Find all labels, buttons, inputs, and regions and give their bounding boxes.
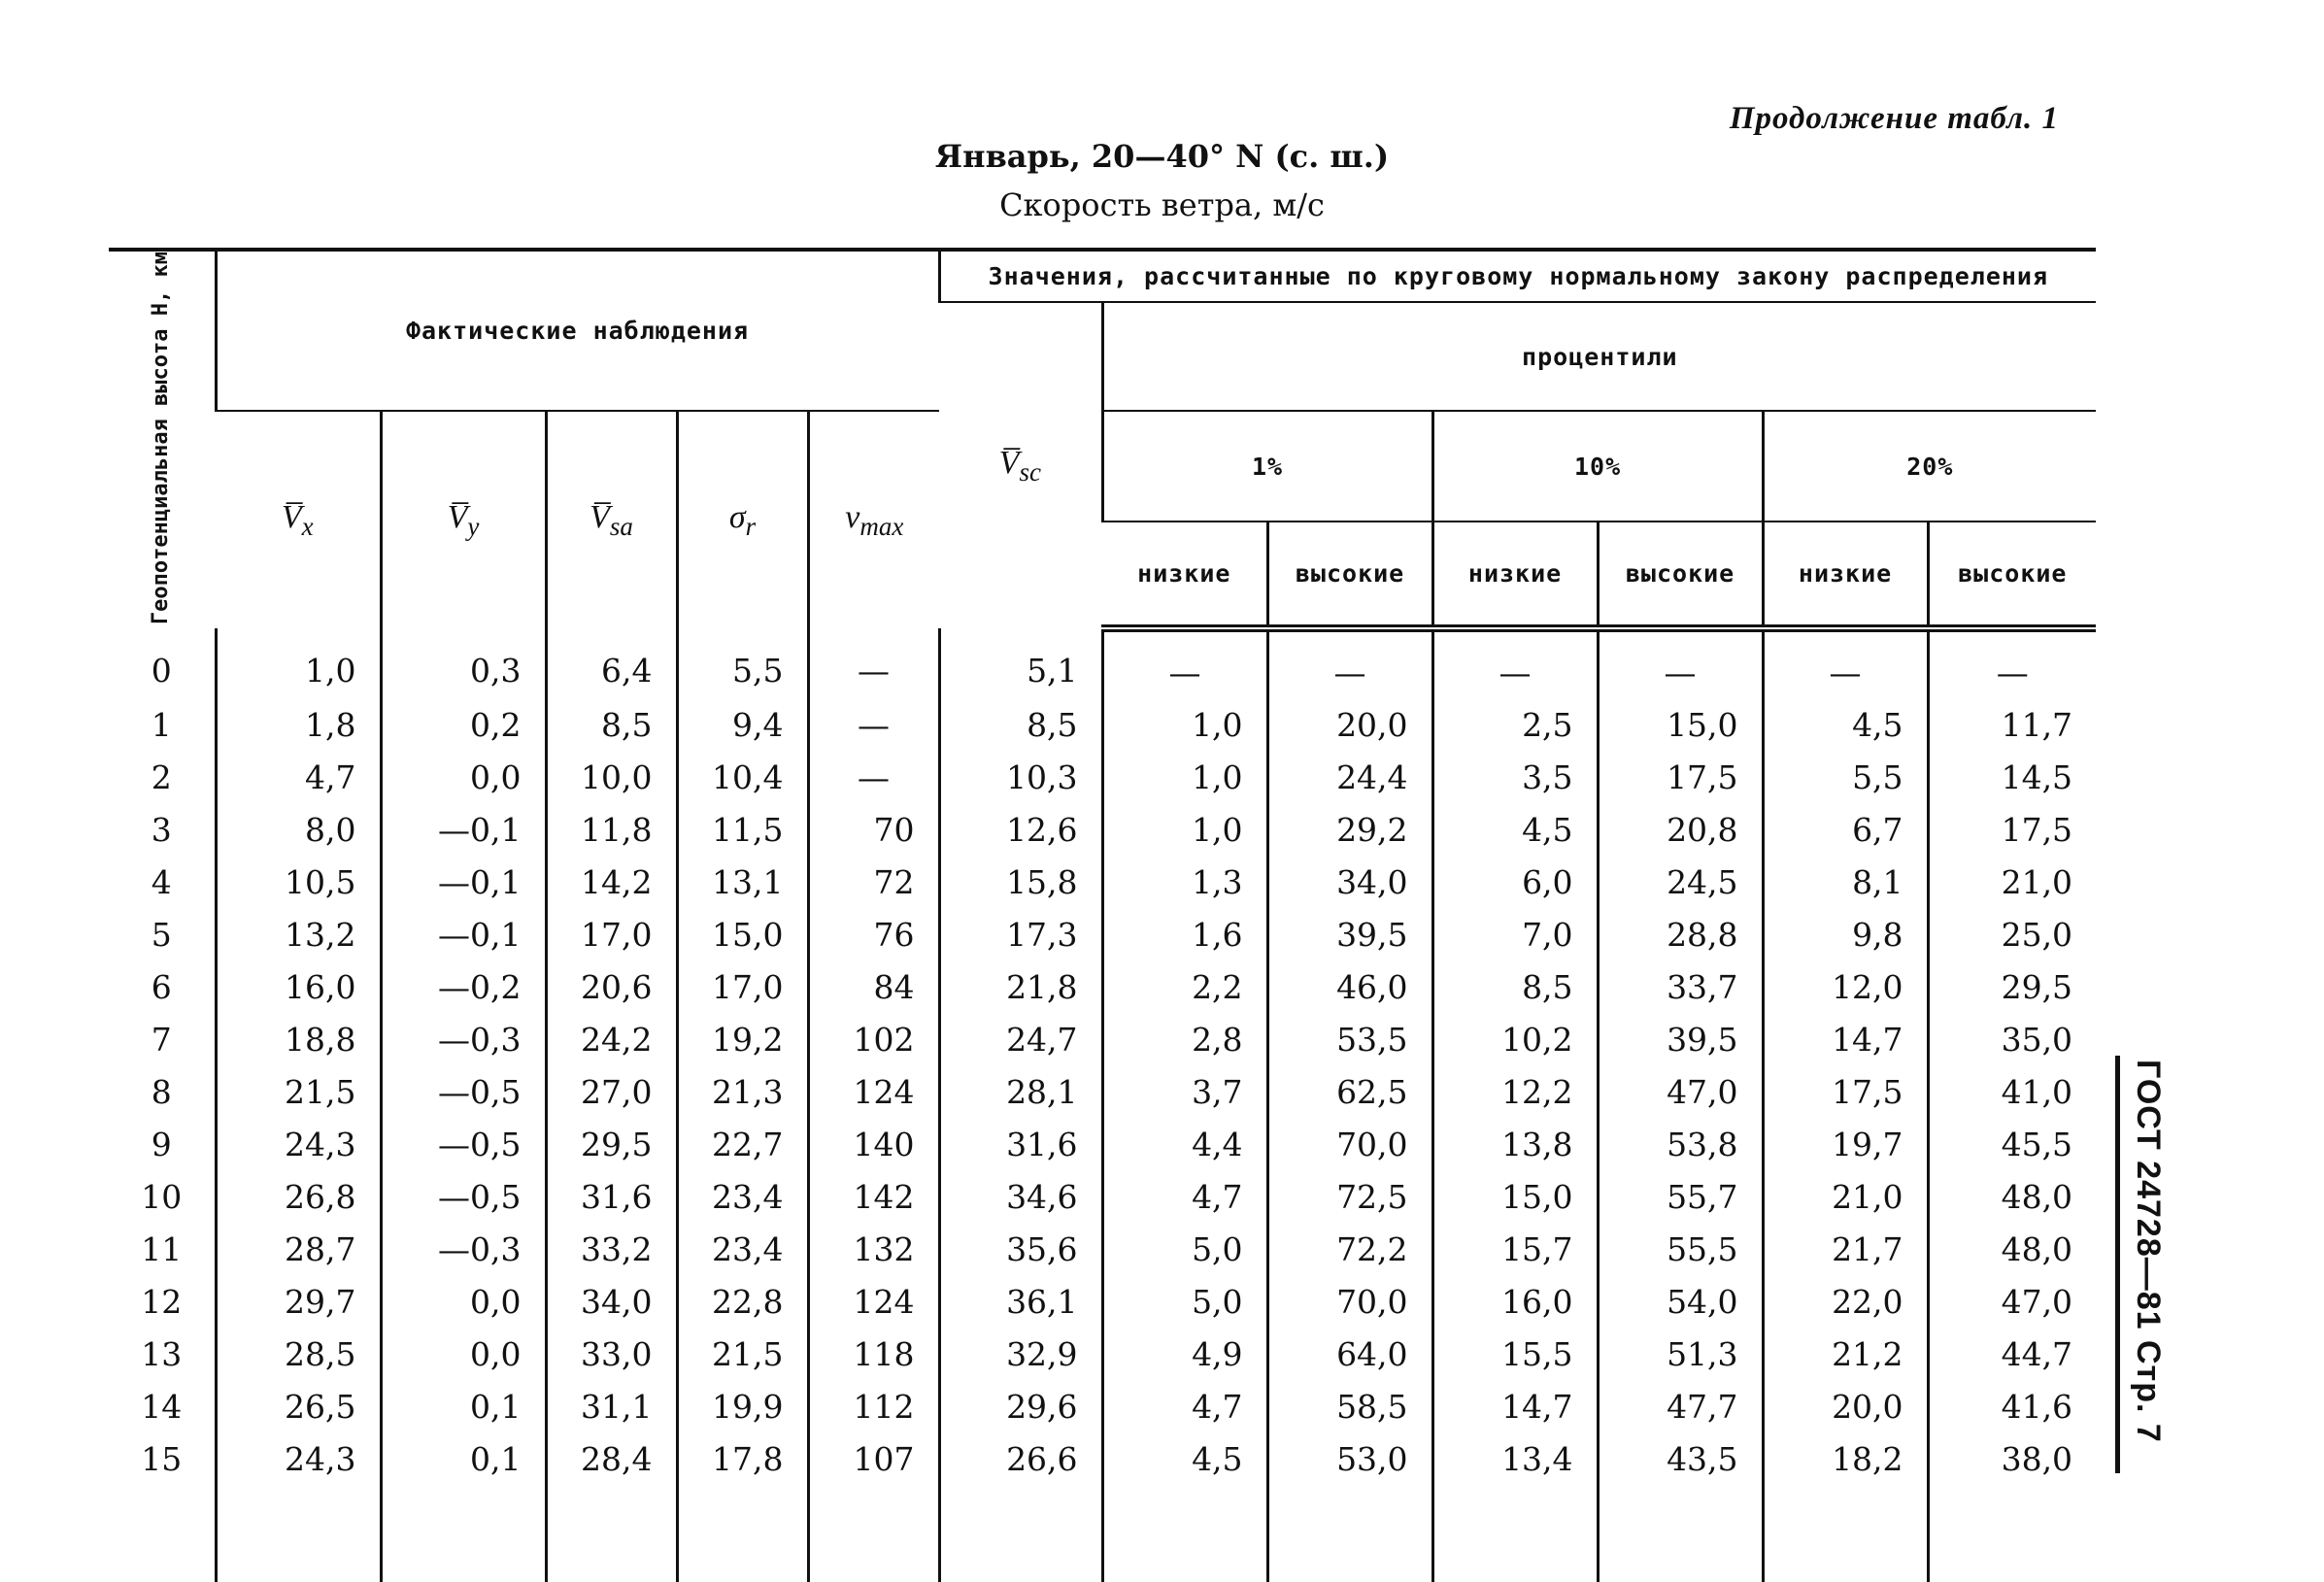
- value-cell: —: [1928, 628, 2096, 698]
- value-cell: 33,7: [1598, 960, 1763, 1013]
- value-cell: 76: [808, 908, 939, 960]
- value-cell: —0,3: [381, 1223, 546, 1275]
- value-cell: 12,0: [1763, 960, 1928, 1013]
- value-cell: 31,6: [546, 1170, 677, 1223]
- value-cell: 22,8: [677, 1275, 808, 1328]
- value-cell: 4,4: [1102, 1118, 1267, 1170]
- value-cell: 10,2: [1432, 1013, 1598, 1065]
- value-cell: 19,7: [1763, 1118, 1928, 1170]
- value-cell: 102: [808, 1013, 939, 1065]
- value-cell: 11,5: [677, 803, 808, 856]
- sigma-header: $\sigma_r$: [677, 411, 808, 628]
- value-cell: 29,2: [1267, 803, 1432, 856]
- vsa-header: $V̅_{sa}$: [546, 411, 677, 628]
- empty-cell: [1928, 1485, 2096, 1582]
- wind-speed-table: [109, 248, 2096, 1582]
- value-cell: 53,8: [1598, 1118, 1763, 1170]
- value-cell: 43,5: [1598, 1432, 1763, 1485]
- height-cell: 13: [141, 1334, 183, 1373]
- value-cell: 39,5: [1267, 908, 1432, 960]
- empty-cell: [808, 1485, 939, 1582]
- calculated-group-header: Значения, рассчитанные по круговому нормальному закону распределения: [939, 250, 2096, 302]
- value-cell: 14,7: [1432, 1380, 1598, 1432]
- table-row: [109, 1118, 2096, 1170]
- table-row: [109, 1065, 2096, 1118]
- vmax-header: $v_{max}$: [808, 411, 939, 628]
- observations-group-header: Фактические наблюдения: [216, 250, 939, 411]
- value-cell: 13,2: [216, 908, 381, 960]
- value-cell: 142: [808, 1170, 939, 1223]
- value-cell: 45,5: [1928, 1118, 2096, 1170]
- continuation-note: Продолжение табл. 1: [1729, 101, 2059, 136]
- value-cell: 28,1: [939, 1065, 1102, 1118]
- value-cell: 13,8: [1432, 1118, 1598, 1170]
- value-cell: 28,5: [216, 1328, 381, 1380]
- p20-high-header: высокие: [1928, 522, 2096, 628]
- value-cell: 5,5: [677, 628, 808, 698]
- value-cell: 26,8: [216, 1170, 381, 1223]
- empty-cell: [381, 1485, 546, 1582]
- value-cell: —0,5: [381, 1170, 546, 1223]
- value-cell: 6,4: [546, 628, 677, 698]
- value-cell: 48,0: [1928, 1170, 2096, 1223]
- value-cell: 1,8: [216, 698, 381, 751]
- empty-cell: [216, 1485, 381, 1582]
- value-cell: 47,0: [1598, 1065, 1763, 1118]
- table-row: [109, 628, 2096, 698]
- value-cell: 28,7: [216, 1223, 381, 1275]
- value-cell: 25,0: [1928, 908, 2096, 960]
- value-cell: 140: [808, 1118, 939, 1170]
- vx-header: $V̅_x$: [281, 498, 314, 541]
- value-cell: 5,0: [1102, 1223, 1267, 1275]
- value-cell: 28,4: [546, 1432, 677, 1485]
- value-cell: 17,3: [939, 908, 1102, 960]
- value-cell: 72: [808, 856, 939, 908]
- height-cell: 1: [151, 705, 172, 744]
- height-cell: 14: [141, 1387, 183, 1426]
- value-cell: 34,0: [1267, 856, 1432, 908]
- height-cell: 11: [141, 1229, 183, 1268]
- height-cell: 12: [141, 1282, 183, 1321]
- value-cell: 17,5: [1928, 803, 2096, 856]
- value-cell: 70: [808, 803, 939, 856]
- table-row: [109, 908, 2096, 960]
- p1-high-header: высокие: [1267, 522, 1432, 628]
- value-cell: 33,2: [546, 1223, 677, 1275]
- value-cell: 26,5: [216, 1380, 381, 1432]
- value-cell: 6,7: [1763, 803, 1928, 856]
- side-label-block: [2115, 1056, 2175, 1473]
- value-cell: 21,5: [216, 1065, 381, 1118]
- value-cell: 5,5: [1763, 751, 1928, 803]
- value-cell: 0,0: [381, 1275, 546, 1328]
- empty-cell: [939, 1485, 1102, 1582]
- value-cell: 24,5: [1598, 856, 1763, 908]
- value-cell: 17,5: [1598, 751, 1763, 803]
- value-cell: 24,3: [216, 1432, 381, 1485]
- value-cell: 21,3: [677, 1065, 808, 1118]
- value-cell: —: [1432, 628, 1598, 698]
- value-cell: 4,5: [1102, 1432, 1267, 1485]
- value-cell: 72,2: [1267, 1223, 1432, 1275]
- value-cell: 84: [808, 960, 939, 1013]
- table-subtitle: Скорость ветра, м/с: [999, 186, 1325, 223]
- percentile-10-header: 10%: [1432, 411, 1763, 522]
- value-cell: 24,3: [216, 1118, 381, 1170]
- value-cell: 20,6: [546, 960, 677, 1013]
- value-cell: —: [1102, 628, 1267, 698]
- value-cell: 28,8: [1598, 908, 1763, 960]
- value-cell: 18,8: [216, 1013, 381, 1065]
- value-cell: 5,1: [939, 628, 1102, 698]
- value-cell: 22,0: [1763, 1275, 1928, 1328]
- value-cell: 15,8: [939, 856, 1102, 908]
- value-cell: 35,6: [939, 1223, 1102, 1275]
- value-cell: 2,8: [1102, 1013, 1267, 1065]
- value-cell: 47,0: [1928, 1275, 2096, 1328]
- value-cell: 19,2: [677, 1013, 808, 1065]
- value-cell: 14,5: [1928, 751, 2096, 803]
- value-cell: —0,5: [381, 1118, 546, 1170]
- value-cell: 1,0: [1102, 751, 1267, 803]
- table-row: [109, 960, 2096, 1013]
- table-row: [109, 1170, 2096, 1223]
- value-cell: 20,0: [1267, 698, 1432, 751]
- value-cell: 15,7: [1432, 1223, 1598, 1275]
- value-cell: 2,2: [1102, 960, 1267, 1013]
- value-cell: 64,0: [1267, 1328, 1432, 1380]
- value-cell: 17,8: [677, 1432, 808, 1485]
- value-cell: 12,6: [939, 803, 1102, 856]
- value-cell: 124: [808, 1065, 939, 1118]
- value-cell: 17,0: [677, 960, 808, 1013]
- value-cell: 4,9: [1102, 1328, 1267, 1380]
- value-cell: 58,5: [1267, 1380, 1432, 1432]
- value-cell: 10,3: [939, 751, 1102, 803]
- value-cell: 33,0: [546, 1328, 677, 1380]
- value-cell: 0,0: [381, 751, 546, 803]
- height-cell: 5: [151, 915, 172, 954]
- value-cell: 51,3: [1598, 1328, 1763, 1380]
- value-cell: 10,4: [677, 751, 808, 803]
- height-cell: 6: [151, 967, 172, 1006]
- empty-cell: [109, 1485, 216, 1582]
- value-cell: 13,1: [677, 856, 808, 908]
- empty-cell: [1763, 1485, 1928, 1582]
- value-cell: 38,0: [1928, 1432, 2096, 1485]
- percentile-1-header: 1%: [1102, 411, 1432, 522]
- value-cell: —0,1: [381, 856, 546, 908]
- value-cell: 34,6: [939, 1170, 1102, 1223]
- value-cell: 19,9: [677, 1380, 808, 1432]
- value-cell: 11,8: [546, 803, 677, 856]
- table-row: [109, 856, 2096, 908]
- value-cell: 0,2: [381, 698, 546, 751]
- value-cell: 17,5: [1763, 1065, 1928, 1118]
- value-cell: 8,5: [1432, 960, 1598, 1013]
- value-cell: 4,7: [216, 751, 381, 803]
- value-cell: 10,5: [216, 856, 381, 908]
- value-cell: 15,5: [1432, 1328, 1598, 1380]
- value-cell: —: [1267, 628, 1432, 698]
- value-cell: 70,0: [1267, 1118, 1432, 1170]
- value-cell: 16,0: [216, 960, 381, 1013]
- value-cell: 48,0: [1928, 1223, 2096, 1275]
- value-cell: 13,4: [1432, 1432, 1598, 1485]
- value-cell: 44,7: [1928, 1328, 2096, 1380]
- height-column-header: Геопотенциальная высота H, км: [109, 250, 216, 628]
- value-cell: 72,5: [1267, 1170, 1432, 1223]
- value-cell: 55,7: [1598, 1170, 1763, 1223]
- table-row: [109, 1223, 2096, 1275]
- value-cell: 16,0: [1432, 1275, 1598, 1328]
- value-cell: 14,7: [1763, 1013, 1928, 1065]
- value-cell: 107: [808, 1432, 939, 1485]
- height-cell: 9: [151, 1125, 172, 1163]
- value-cell: 11,7: [1928, 698, 2096, 751]
- value-cell: —0,3: [381, 1013, 546, 1065]
- table-row: [109, 698, 2096, 751]
- value-cell: 3,5: [1432, 751, 1598, 803]
- table-row: [109, 1432, 2096, 1485]
- value-cell: 8,1: [1763, 856, 1928, 908]
- value-cell: 23,4: [677, 1223, 808, 1275]
- value-cell: 31,6: [939, 1118, 1102, 1170]
- value-cell: —: [1598, 628, 1763, 698]
- height-cell: 15: [141, 1439, 183, 1478]
- table-row: [109, 1013, 2096, 1065]
- value-cell: 29,7: [216, 1275, 381, 1328]
- value-cell: 0,1: [381, 1432, 546, 1485]
- value-cell: 1,6: [1102, 908, 1267, 960]
- value-cell: 24,4: [1267, 751, 1432, 803]
- value-cell: 54,0: [1598, 1275, 1763, 1328]
- value-cell: 15,0: [677, 908, 808, 960]
- value-cell: 8,0: [216, 803, 381, 856]
- value-cell: 8,5: [939, 698, 1102, 751]
- value-cell: 1,0: [1102, 803, 1267, 856]
- empty-cell: [677, 1485, 808, 1582]
- value-cell: 21,0: [1928, 856, 2096, 908]
- value-cell: 21,2: [1763, 1328, 1928, 1380]
- value-cell: —: [808, 628, 939, 698]
- value-cell: 20,8: [1598, 803, 1763, 856]
- value-cell: 18,2: [1763, 1432, 1928, 1485]
- value-cell: 4,7: [1102, 1380, 1267, 1432]
- value-cell: 46,0: [1267, 960, 1432, 1013]
- value-cell: 39,5: [1598, 1013, 1763, 1065]
- value-cell: 1,3: [1102, 856, 1267, 908]
- side-label: ГОСТ 24728—81 Стр. 7: [2130, 1060, 2167, 1443]
- table-row: [109, 1328, 2096, 1380]
- height-cell: 8: [151, 1072, 172, 1111]
- height-cell: 2: [151, 757, 172, 796]
- value-cell: 15,0: [1598, 698, 1763, 751]
- value-cell: 0,0: [381, 1328, 546, 1380]
- value-cell: 118: [808, 1328, 939, 1380]
- value-cell: 5,0: [1102, 1275, 1267, 1328]
- value-cell: 124: [808, 1275, 939, 1328]
- value-cell: 62,5: [1267, 1065, 1432, 1118]
- p10-low-header: низкие: [1432, 522, 1598, 628]
- value-cell: —: [1763, 628, 1928, 698]
- vy-header: $V̅_y$: [381, 411, 546, 628]
- height-cell: 7: [151, 1020, 172, 1059]
- value-cell: 41,0: [1928, 1065, 2096, 1118]
- value-cell: 34,0: [546, 1275, 677, 1328]
- value-cell: 24,7: [939, 1013, 1102, 1065]
- side-rule: [2115, 1056, 2120, 1473]
- value-cell: 0,1: [381, 1380, 546, 1432]
- value-cell: 26,6: [939, 1432, 1102, 1485]
- value-cell: 21,7: [1763, 1223, 1928, 1275]
- value-cell: 3,7: [1102, 1065, 1267, 1118]
- value-cell: 8,5: [546, 698, 677, 751]
- value-cell: 21,5: [677, 1328, 808, 1380]
- table-spacer-row: [109, 1485, 2096, 1582]
- value-cell: —0,2: [381, 960, 546, 1013]
- table-body: [109, 628, 2096, 1582]
- value-cell: 12,2: [1432, 1065, 1598, 1118]
- value-cell: 36,1: [939, 1275, 1102, 1328]
- value-cell: 55,5: [1598, 1223, 1763, 1275]
- value-cell: 22,7: [677, 1118, 808, 1170]
- percentiles-header: процентили: [1102, 302, 2096, 411]
- table-row: [109, 751, 2096, 803]
- height-cell: 10: [141, 1177, 183, 1216]
- value-cell: 41,6: [1928, 1380, 2096, 1432]
- value-cell: 70,0: [1267, 1275, 1432, 1328]
- empty-cell: [546, 1485, 677, 1582]
- value-cell: 27,0: [546, 1065, 677, 1118]
- empty-cell: [1267, 1485, 1432, 1582]
- value-cell: 4,5: [1432, 803, 1598, 856]
- value-cell: 32,9: [939, 1328, 1102, 1380]
- value-cell: 9,4: [677, 698, 808, 751]
- value-cell: 31,1: [546, 1380, 677, 1432]
- empty-cell: [1432, 1485, 1598, 1582]
- p1-low-header: низкие: [1102, 522, 1267, 628]
- value-cell: 132: [808, 1223, 939, 1275]
- value-cell: —0,1: [381, 908, 546, 960]
- value-cell: 21,8: [939, 960, 1102, 1013]
- value-cell: 20,0: [1763, 1380, 1928, 1432]
- value-cell: —: [808, 751, 939, 803]
- value-cell: 53,0: [1267, 1432, 1432, 1485]
- value-cell: 35,0: [1928, 1013, 2096, 1065]
- value-cell: 23,4: [677, 1170, 808, 1223]
- value-cell: 15,0: [1432, 1170, 1598, 1223]
- value-cell: —0,1: [381, 803, 546, 856]
- vsc-header: $V̅_{sc}$: [998, 444, 1041, 487]
- empty-cell: [1598, 1485, 1763, 1582]
- value-cell: 21,0: [1763, 1170, 1928, 1223]
- value-cell: 10,0: [546, 751, 677, 803]
- value-cell: 4,7: [1102, 1170, 1267, 1223]
- value-cell: 112: [808, 1380, 939, 1432]
- value-cell: 0,3: [381, 628, 546, 698]
- value-cell: 2,5: [1432, 698, 1598, 751]
- table-row: [109, 803, 2096, 856]
- value-cell: 14,2: [546, 856, 677, 908]
- value-cell: 29,6: [939, 1380, 1102, 1432]
- p10-high-header: высокие: [1598, 522, 1763, 628]
- value-cell: 17,0: [546, 908, 677, 960]
- height-cell: 0: [151, 651, 172, 690]
- value-cell: 6,0: [1432, 856, 1598, 908]
- value-cell: 53,5: [1267, 1013, 1432, 1065]
- value-cell: —0,5: [381, 1065, 546, 1118]
- value-cell: 7,0: [1432, 908, 1598, 960]
- empty-cell: [1102, 1485, 1267, 1582]
- height-cell: 3: [151, 810, 172, 849]
- value-cell: 1,0: [216, 628, 381, 698]
- value-cell: 47,7: [1598, 1380, 1763, 1432]
- value-cell: —: [808, 698, 939, 751]
- value-cell: 1,0: [1102, 698, 1267, 751]
- table-title: Январь, 20—40° N (с. ш.): [934, 138, 1390, 175]
- value-cell: 9,8: [1763, 908, 1928, 960]
- table-row: [109, 1380, 2096, 1432]
- value-cell: 29,5: [546, 1118, 677, 1170]
- table-row: [109, 1275, 2096, 1328]
- p20-low-header: низкие: [1763, 522, 1928, 628]
- value-cell: 29,5: [1928, 960, 2096, 1013]
- value-cell: 24,2: [546, 1013, 677, 1065]
- value-cell: 4,5: [1763, 698, 1928, 751]
- height-cell: 4: [151, 862, 172, 901]
- percentile-20-header: 20%: [1763, 411, 2096, 522]
